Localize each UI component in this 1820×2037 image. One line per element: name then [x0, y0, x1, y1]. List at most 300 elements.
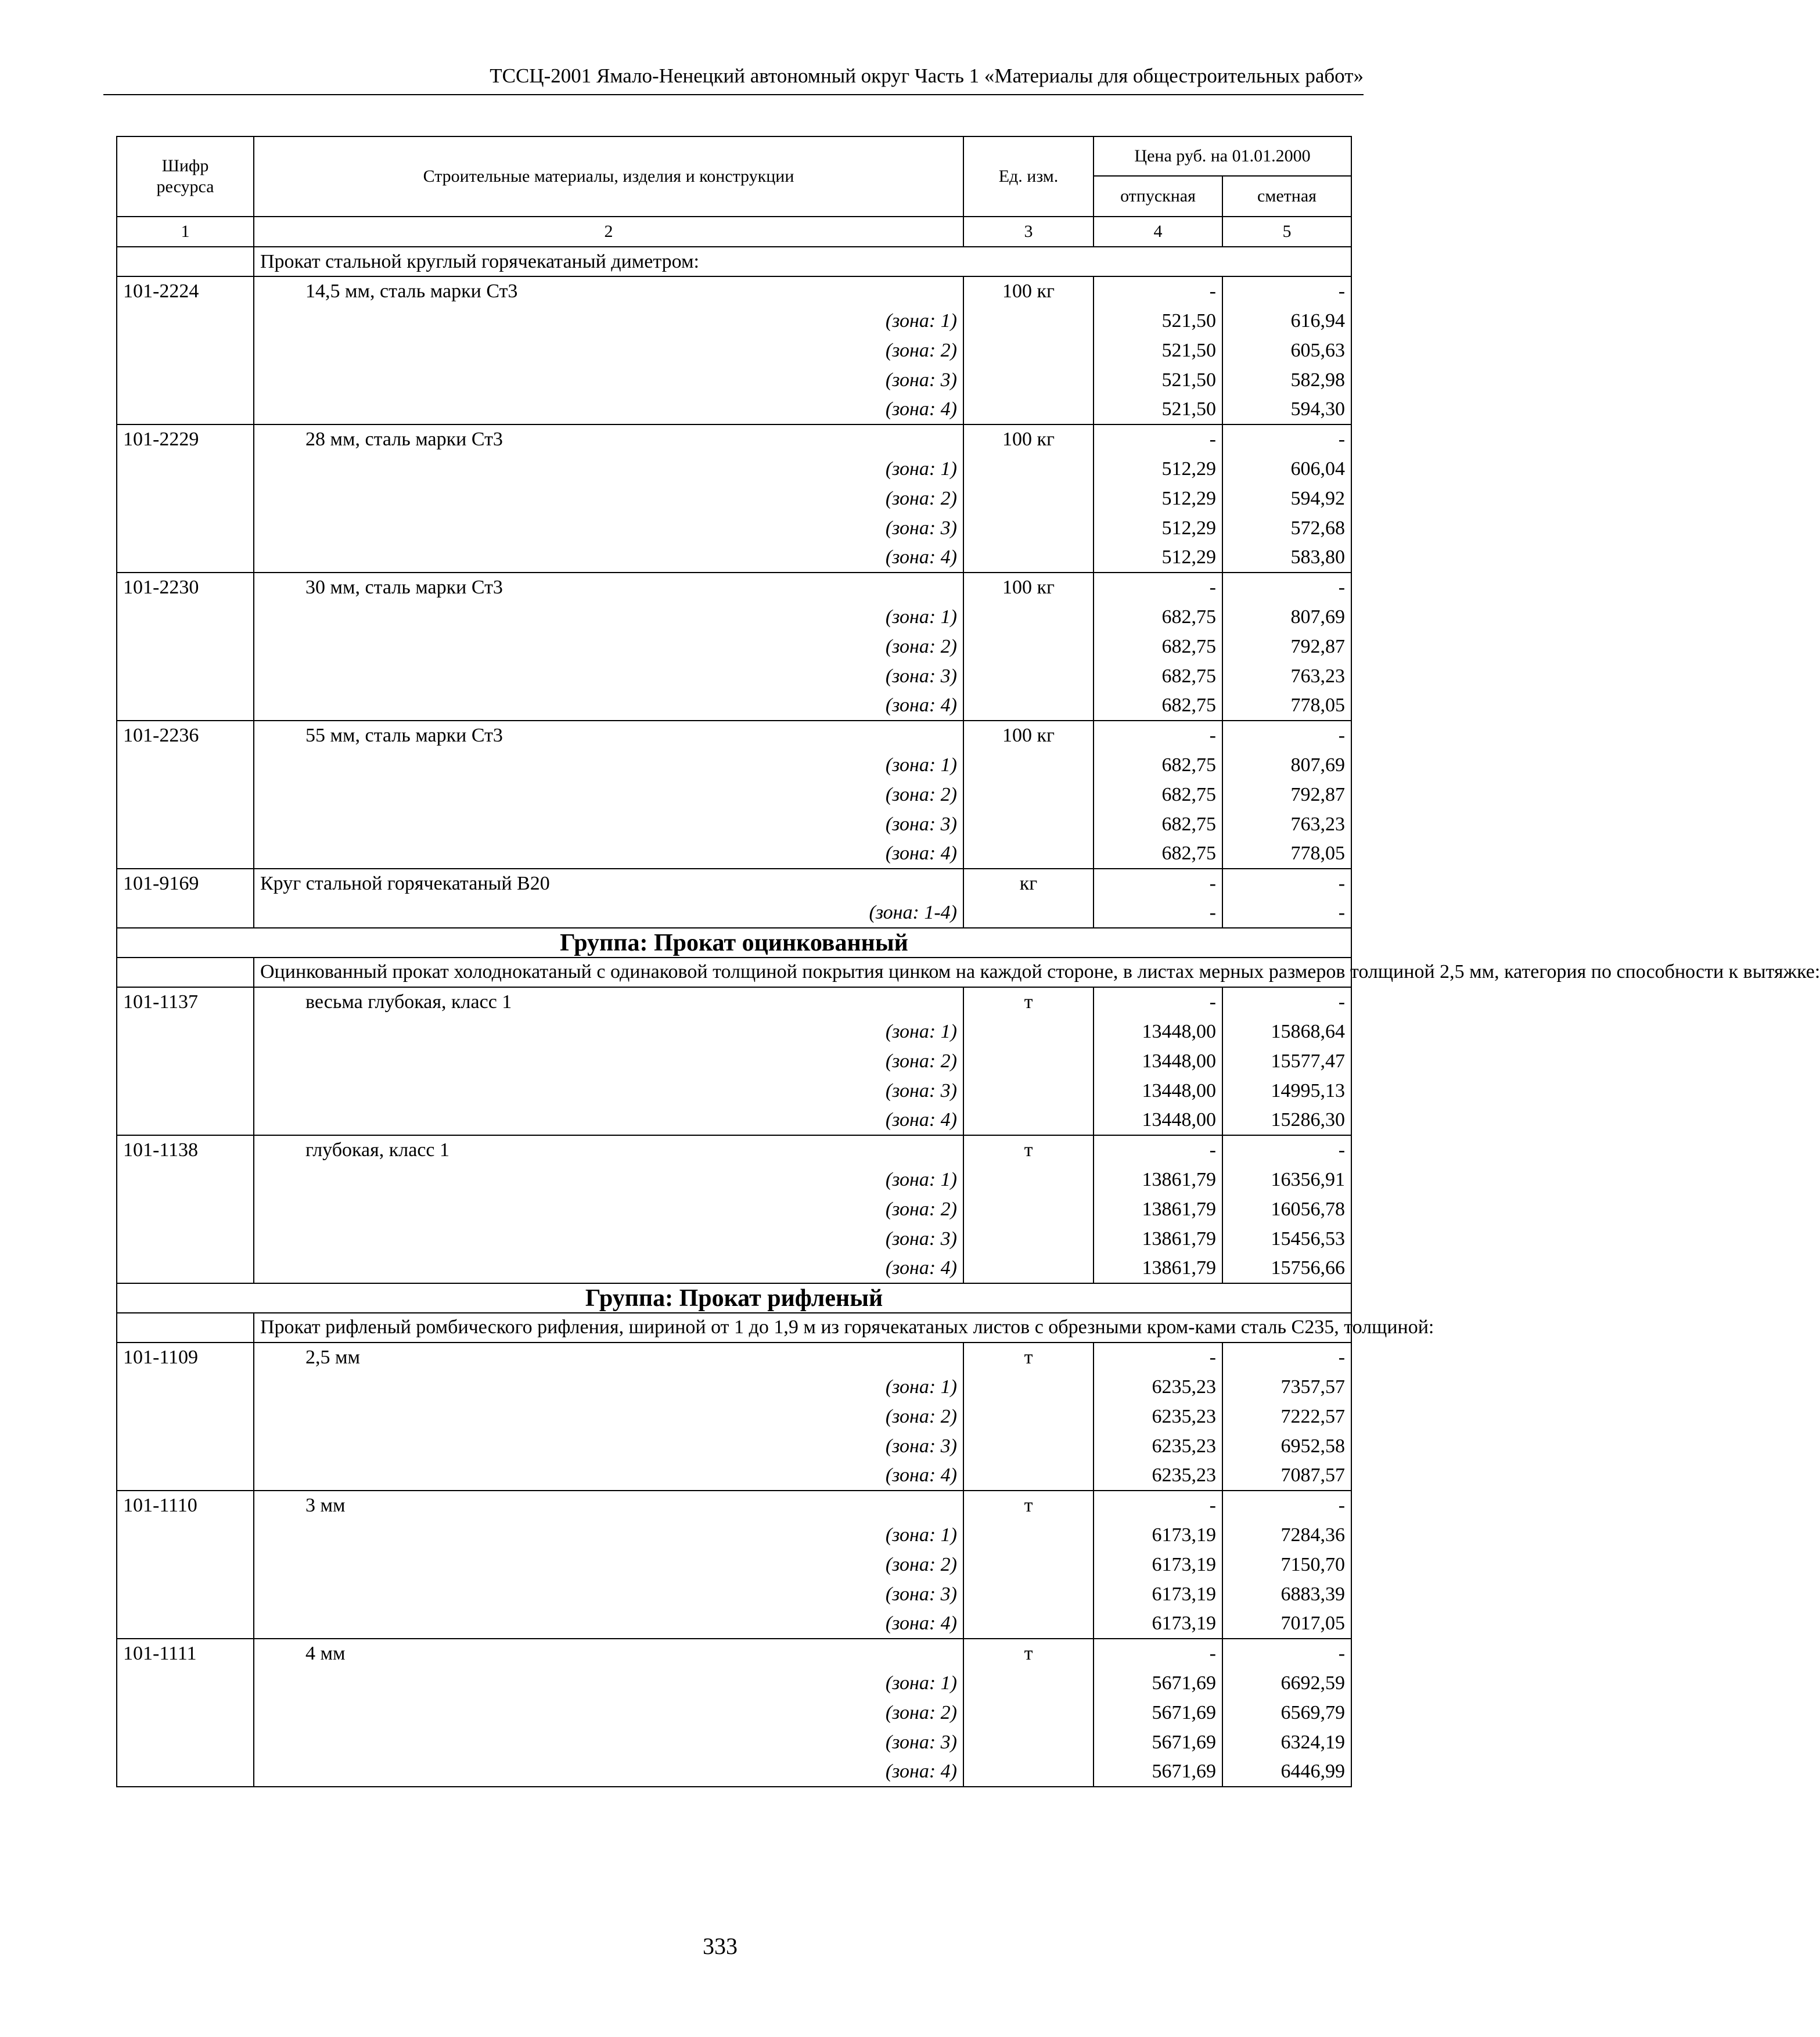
zone-estimate-price: 15286,30 — [1222, 1106, 1351, 1135]
col-number-1: 1 — [117, 217, 254, 247]
zone-release-price: 6235,23 — [1094, 1402, 1222, 1431]
unit: 100 кг — [963, 424, 1094, 454]
zone-estimate-price: 763,23 — [1222, 809, 1351, 839]
document-title: ТССЦ-2001 Ямало-Ненецкий автономный округ Часть 1 «Материалы для общестроительных работ» — [490, 64, 1364, 87]
zone-unit-cell — [963, 484, 1094, 513]
zone-release-price: 512,29 — [1094, 543, 1222, 573]
zone-label: (зона: 1-4) — [254, 898, 963, 928]
release-price: - — [1094, 1135, 1222, 1165]
zone-row — [117, 602, 1351, 632]
resource-code: 101-2224 — [117, 276, 254, 306]
zone-estimate-price: 6446,99 — [1222, 1757, 1351, 1787]
zone-unit-cell — [963, 513, 1094, 543]
resource-code: 101-2236 — [117, 721, 254, 750]
resource-code: 101-1137 — [117, 987, 254, 1017]
material-name: 30 мм, сталь марки Ст3 — [254, 573, 963, 602]
page-number: 333 — [703, 1933, 738, 1959]
material-name: 4 мм — [254, 1639, 963, 1668]
zone-code-cell — [117, 1520, 254, 1550]
zone-release-price: 6173,19 — [1094, 1609, 1222, 1639]
estimate-price: - — [1222, 721, 1351, 750]
zone-row — [117, 454, 1351, 484]
zone-label: (зона: 1) — [254, 1520, 963, 1550]
zone-estimate-price: 7087,57 — [1222, 1461, 1351, 1491]
zone-unit-cell — [963, 1165, 1094, 1194]
zone-label: (зона: 2) — [254, 1402, 963, 1431]
zone-label: (зона: 1) — [254, 1668, 963, 1698]
zone-code-cell — [117, 484, 254, 513]
zone-release-price: 6173,19 — [1094, 1550, 1222, 1579]
zone-label: (зона: 4) — [254, 1254, 963, 1283]
col-price-group-header: Цена руб. на 01.01.2000 — [1094, 136, 1351, 176]
zone-row — [117, 1402, 1351, 1431]
intro-row — [117, 1313, 1351, 1343]
zone-code-cell — [117, 839, 254, 869]
zone-release-price: 5671,69 — [1094, 1668, 1222, 1698]
unit: т — [963, 1491, 1094, 1520]
estimate-price: - — [1222, 987, 1351, 1017]
unit: 100 кг — [963, 573, 1094, 602]
intro-description: Оцинкованный прокат холоднокатаный с одинаковой толщиной покрытия цинком на каждой стороне, в листах мерных размеров толщиной 2,5 мм, категория по способности к вытяжке: — [254, 958, 1351, 987]
zone-code-cell — [117, 336, 254, 365]
zone-unit-cell — [963, 1550, 1094, 1579]
zone-estimate-price: 7150,70 — [1222, 1550, 1351, 1579]
zone-estimate-price: 572,68 — [1222, 513, 1351, 543]
zone-label: (зона: 3) — [254, 1431, 963, 1461]
zone-label: (зона: 2) — [254, 632, 963, 661]
material-name: 2,5 мм — [254, 1343, 963, 1372]
zone-release-price: 682,75 — [1094, 632, 1222, 661]
zone-release-price: 521,50 — [1094, 306, 1222, 336]
zone-unit-cell — [963, 1106, 1094, 1135]
zone-row — [117, 1461, 1351, 1491]
zone-release-price: 521,50 — [1094, 395, 1222, 424]
resource-code: 101-1138 — [117, 1135, 254, 1165]
release-price: - — [1094, 721, 1222, 750]
estimate-price: - — [1222, 276, 1351, 306]
zone-code-cell — [117, 1431, 254, 1461]
zone-code-cell — [117, 1461, 254, 1491]
zone-code-cell — [117, 365, 254, 395]
zone-row — [117, 1728, 1351, 1757]
zone-estimate-price: 6883,39 — [1222, 1579, 1351, 1609]
zone-estimate-price: 15756,66 — [1222, 1254, 1351, 1283]
release-price: - — [1094, 1639, 1222, 1668]
table-row — [117, 276, 1351, 306]
zone-unit-cell — [963, 839, 1094, 869]
zone-code-cell — [117, 1106, 254, 1135]
zone-code-cell — [117, 691, 254, 721]
zone-unit-cell — [963, 1224, 1094, 1254]
zone-estimate-price: 6692,59 — [1222, 1668, 1351, 1698]
zone-label: (зона: 3) — [254, 809, 963, 839]
zone-estimate-price: 15456,53 — [1222, 1224, 1351, 1254]
estimate-price: - — [1222, 1135, 1351, 1165]
zone-code-cell — [117, 1194, 254, 1224]
zone-row — [117, 1757, 1351, 1787]
zone-row — [117, 395, 1351, 424]
zone-release-price: 5671,69 — [1094, 1728, 1222, 1757]
zone-unit-cell — [963, 661, 1094, 691]
zone-label: (зона: 2) — [254, 1550, 963, 1579]
zone-unit-cell — [963, 1757, 1094, 1787]
zone-label: (зона: 2) — [254, 484, 963, 513]
zone-estimate-price: 763,23 — [1222, 661, 1351, 691]
resource-code: 101-9169 — [117, 869, 254, 898]
zone-code-cell — [117, 632, 254, 661]
unit: кг — [963, 869, 1094, 898]
zone-estimate-price: 6952,58 — [1222, 1431, 1351, 1461]
zone-estimate-price: 7222,57 — [1222, 1402, 1351, 1431]
zone-code-cell — [117, 395, 254, 424]
zone-release-price: 5671,69 — [1094, 1698, 1222, 1728]
zone-label: (зона: 3) — [254, 1728, 963, 1757]
intro-row — [117, 958, 1351, 987]
zone-estimate-price: 616,94 — [1222, 306, 1351, 336]
zone-unit-cell — [963, 1194, 1094, 1224]
material-name: Круг стальной горячекатаный В20 — [254, 869, 963, 898]
resource-code: 101-2230 — [117, 573, 254, 602]
group-title: Группа: Прокат рифленый — [117, 1283, 1351, 1313]
zone-estimate-price: 583,80 — [1222, 543, 1351, 573]
zone-estimate-price: 16056,78 — [1222, 1194, 1351, 1224]
zone-label: (зона: 1) — [254, 1017, 963, 1046]
unit: т — [963, 1343, 1094, 1372]
zone-estimate-price: 16356,91 — [1222, 1165, 1351, 1194]
zone-unit-cell — [963, 395, 1094, 424]
release-price: - — [1094, 424, 1222, 454]
zone-row — [117, 1520, 1351, 1550]
zone-unit-cell — [963, 1017, 1094, 1046]
zone-code-cell — [117, 513, 254, 543]
zone-row — [117, 1076, 1351, 1106]
zone-row — [117, 780, 1351, 809]
col-code-header: Шифр ресурса — [117, 136, 254, 217]
zone-row — [117, 336, 1351, 365]
zone-release-price: 13861,79 — [1094, 1224, 1222, 1254]
zone-code-cell — [117, 1165, 254, 1194]
zone-unit-cell — [963, 780, 1094, 809]
zone-unit-cell — [963, 336, 1094, 365]
zone-release-price: 13861,79 — [1094, 1165, 1222, 1194]
zone-label: (зона: 1) — [254, 306, 963, 336]
col-estimate-header: сметная — [1222, 176, 1351, 217]
material-name: 3 мм — [254, 1491, 963, 1520]
zone-code-cell — [117, 1757, 254, 1787]
col-number-4: 4 — [1094, 217, 1222, 247]
zone-row — [117, 691, 1351, 721]
zone-unit-cell — [963, 543, 1094, 573]
zone-row — [117, 1106, 1351, 1135]
zone-estimate-price: 7284,36 — [1222, 1520, 1351, 1550]
zone-row — [117, 484, 1351, 513]
zone-code-cell — [117, 750, 254, 780]
zone-row — [117, 306, 1351, 336]
zone-row — [117, 365, 1351, 395]
zone-code-cell — [117, 306, 254, 336]
unit: 100 кг — [963, 721, 1094, 750]
zone-row — [117, 543, 1351, 573]
zone-unit-cell — [963, 306, 1094, 336]
zone-estimate-price: 6324,19 — [1222, 1728, 1351, 1757]
zone-release-price: 13448,00 — [1094, 1106, 1222, 1135]
estimate-price: - — [1222, 869, 1351, 898]
estimate-price: - — [1222, 424, 1351, 454]
zone-code-cell — [117, 454, 254, 484]
zone-unit-cell — [963, 1046, 1094, 1076]
col-release-header: отпускная — [1094, 176, 1222, 217]
zone-estimate-price: 594,30 — [1222, 395, 1351, 424]
zone-label: (зона: 3) — [254, 365, 963, 395]
table-body — [117, 247, 1820, 1787]
zone-unit-cell — [963, 1372, 1094, 1402]
zone-label: (зона: 4) — [254, 1106, 963, 1135]
zone-release-price: 13861,79 — [1094, 1254, 1222, 1283]
zone-code-cell — [117, 661, 254, 691]
resource-code: 101-1110 — [117, 1491, 254, 1520]
zone-code-cell — [117, 1076, 254, 1106]
zone-label: (зона: 2) — [254, 336, 963, 365]
zone-estimate-price: 7357,57 — [1222, 1372, 1351, 1402]
zone-row — [117, 1579, 1351, 1609]
zone-unit-cell — [963, 1461, 1094, 1491]
table-row — [117, 1343, 1351, 1372]
zone-label: (зона: 1) — [254, 602, 963, 632]
zone-label: (зона: 2) — [254, 1046, 963, 1076]
estimate-price: - — [1222, 1491, 1351, 1520]
zone-release-price: 512,29 — [1094, 513, 1222, 543]
group-row — [117, 1283, 1351, 1313]
table-row — [117, 1491, 1351, 1520]
zone-estimate-price: 792,87 — [1222, 780, 1351, 809]
unit: т — [963, 1135, 1094, 1165]
table-row — [117, 573, 1351, 602]
release-price: - — [1094, 573, 1222, 602]
zone-code-cell — [117, 602, 254, 632]
zone-code-cell — [117, 898, 254, 928]
zone-row — [117, 513, 1351, 543]
zone-row — [117, 1550, 1351, 1579]
zone-unit-cell — [963, 750, 1094, 780]
release-price: - — [1094, 987, 1222, 1017]
zone-release-price: 521,50 — [1094, 336, 1222, 365]
zone-unit-cell — [963, 365, 1094, 395]
zone-estimate-price: 606,04 — [1222, 454, 1351, 484]
col-unit-header: Ед. изм. — [963, 136, 1094, 217]
intro-code-cell — [117, 247, 254, 276]
zone-label: (зона: 2) — [254, 780, 963, 809]
zone-unit-cell — [963, 1579, 1094, 1609]
zone-code-cell — [117, 1698, 254, 1728]
zone-estimate-price: - — [1222, 898, 1351, 928]
zone-label: (зона: 2) — [254, 1194, 963, 1224]
material-name: 28 мм, сталь марки Ст3 — [254, 424, 963, 454]
release-price: - — [1094, 1343, 1222, 1372]
table-row — [117, 1639, 1351, 1668]
intro-description: Прокат стальной круглый горячекатаный диметром: — [254, 247, 1351, 276]
zone-row — [117, 1609, 1351, 1639]
zone-release-price: 6173,19 — [1094, 1579, 1222, 1609]
zone-code-cell — [117, 543, 254, 573]
zone-row — [117, 1254, 1351, 1283]
zone-estimate-price: 582,98 — [1222, 365, 1351, 395]
zone-code-cell — [117, 1372, 254, 1402]
zone-code-cell — [117, 1402, 254, 1431]
group-row — [117, 928, 1351, 958]
zone-label: (зона: 1) — [254, 750, 963, 780]
zone-unit-cell — [963, 691, 1094, 721]
zone-label: (зона: 4) — [254, 1609, 963, 1639]
zone-unit-cell — [963, 632, 1094, 661]
zone-code-cell — [117, 1728, 254, 1757]
zone-release-price: 682,75 — [1094, 661, 1222, 691]
zone-row — [117, 632, 1351, 661]
material-name: 14,5 мм, сталь марки Ст3 — [254, 276, 963, 306]
zone-unit-cell — [963, 454, 1094, 484]
zone-unit-cell — [963, 1609, 1094, 1639]
zone-unit-cell — [963, 1402, 1094, 1431]
estimate-price: - — [1222, 1639, 1351, 1668]
page-header — [103, 63, 1364, 95]
release-price: - — [1094, 276, 1222, 306]
resource-code: 101-1111 — [117, 1639, 254, 1668]
zone-unit-cell — [963, 1520, 1094, 1550]
zone-row — [117, 1017, 1351, 1046]
zone-code-cell — [117, 1224, 254, 1254]
intro-code-cell — [117, 958, 254, 987]
zone-row — [117, 1372, 1351, 1402]
zone-release-price: 512,29 — [1094, 484, 1222, 513]
zone-estimate-price: 6569,79 — [1222, 1698, 1351, 1728]
zone-release-price: 521,50 — [1094, 365, 1222, 395]
resource-code: 101-1109 — [117, 1343, 254, 1372]
col-number-3: 3 — [963, 217, 1094, 247]
zone-code-cell — [117, 1017, 254, 1046]
zone-row — [117, 1224, 1351, 1254]
zone-release-price: 13448,00 — [1094, 1017, 1222, 1046]
zone-label: (зона: 3) — [254, 661, 963, 691]
material-name: 55 мм, сталь марки Ст3 — [254, 721, 963, 750]
zone-release-price: 6235,23 — [1094, 1372, 1222, 1402]
zone-release-price: 6235,23 — [1094, 1431, 1222, 1461]
zone-code-cell — [117, 780, 254, 809]
zone-row — [117, 809, 1351, 839]
zone-row — [117, 898, 1351, 928]
zone-label: (зона: 3) — [254, 1579, 963, 1609]
zone-estimate-price: 807,69 — [1222, 602, 1351, 632]
zone-estimate-price: 7017,05 — [1222, 1609, 1351, 1639]
intro-description: Прокат рифленый ромбического рифления, шириной от 1 до 1,9 м из горячекатаных листов с обрезными кром-ками сталь С235, толщиной: — [254, 1313, 1351, 1343]
zone-row — [117, 1165, 1351, 1194]
zone-release-price: 6235,23 — [1094, 1461, 1222, 1491]
zone-estimate-price: 807,69 — [1222, 750, 1351, 780]
zone-row — [117, 661, 1351, 691]
table-row — [117, 1135, 1351, 1165]
zone-label: (зона: 1) — [254, 454, 963, 484]
zone-estimate-price: 14995,13 — [1222, 1076, 1351, 1106]
zone-unit-cell — [963, 1668, 1094, 1698]
zone-label: (зона: 1) — [254, 1372, 963, 1402]
material-name: глубокая, класс 1 — [254, 1135, 963, 1165]
zone-release-price: 13448,00 — [1094, 1076, 1222, 1106]
zone-label: (зона: 4) — [254, 543, 963, 573]
zone-estimate-price: 594,92 — [1222, 484, 1351, 513]
unit: т — [963, 987, 1094, 1017]
zone-code-cell — [117, 809, 254, 839]
zone-release-price: 682,75 — [1094, 602, 1222, 632]
zone-label: (зона: 3) — [254, 513, 963, 543]
table-row — [117, 424, 1351, 454]
zone-release-price: 13448,00 — [1094, 1046, 1222, 1076]
zone-code-cell — [117, 1609, 254, 1639]
zone-estimate-price: 15577,47 — [1222, 1046, 1351, 1076]
zone-release-price: 682,75 — [1094, 839, 1222, 869]
zone-code-cell — [117, 1668, 254, 1698]
zone-label: (зона: 4) — [254, 1461, 963, 1491]
zone-label: (зона: 4) — [254, 1757, 963, 1787]
col-name-header: Строительные материалы, изделия и конструкции — [254, 136, 963, 217]
zone-release-price: 13861,79 — [1094, 1194, 1222, 1224]
zone-estimate-price: 778,05 — [1222, 839, 1351, 869]
zone-estimate-price: 778,05 — [1222, 691, 1351, 721]
zone-estimate-price: 792,87 — [1222, 632, 1351, 661]
zone-label: (зона: 2) — [254, 1698, 963, 1728]
zone-unit-cell — [963, 1698, 1094, 1728]
group-title: Группа: Прокат оцинкованный — [117, 928, 1351, 958]
zone-release-price: 512,29 — [1094, 454, 1222, 484]
zone-row — [117, 1668, 1351, 1698]
resource-code: 101-2229 — [117, 424, 254, 454]
zone-row — [117, 1046, 1351, 1076]
zone-release-price: 682,75 — [1094, 809, 1222, 839]
col-number-5: 5 — [1222, 217, 1351, 247]
zone-release-price: 5671,69 — [1094, 1757, 1222, 1787]
zone-code-cell — [117, 1254, 254, 1283]
zone-label: (зона: 3) — [254, 1076, 963, 1106]
zone-unit-cell — [963, 1431, 1094, 1461]
estimate-price: - — [1222, 573, 1351, 602]
unit: 100 кг — [963, 276, 1094, 306]
zone-unit-cell — [963, 1254, 1094, 1283]
zone-estimate-price: 15868,64 — [1222, 1017, 1351, 1046]
table-header — [117, 136, 1351, 247]
intro-row — [117, 247, 1351, 276]
zone-release-price: 682,75 — [1094, 780, 1222, 809]
zone-label: (зона: 4) — [254, 691, 963, 721]
zone-code-cell — [117, 1046, 254, 1076]
zone-unit-cell — [963, 898, 1094, 928]
zone-label: (зона: 4) — [254, 839, 963, 869]
col-number-2: 2 — [254, 217, 963, 247]
zone-unit-cell — [963, 1728, 1094, 1757]
zone-unit-cell — [963, 809, 1094, 839]
zone-row — [117, 750, 1351, 780]
zone-row — [117, 1698, 1351, 1728]
zone-unit-cell — [963, 602, 1094, 632]
intro-code-cell — [117, 1313, 254, 1343]
release-price: - — [1094, 1491, 1222, 1520]
release-price: - — [1094, 869, 1222, 898]
zone-estimate-price: 605,63 — [1222, 336, 1351, 365]
material-name: весьма глубокая, класс 1 — [254, 987, 963, 1017]
zone-label: (зона: 3) — [254, 1224, 963, 1254]
zone-label: (зона: 4) — [254, 395, 963, 424]
zone-row — [117, 1194, 1351, 1224]
zone-row — [117, 839, 1351, 869]
zone-release-price: 6173,19 — [1094, 1520, 1222, 1550]
price-table — [116, 136, 1820, 1787]
zone-release-price: 682,75 — [1094, 750, 1222, 780]
